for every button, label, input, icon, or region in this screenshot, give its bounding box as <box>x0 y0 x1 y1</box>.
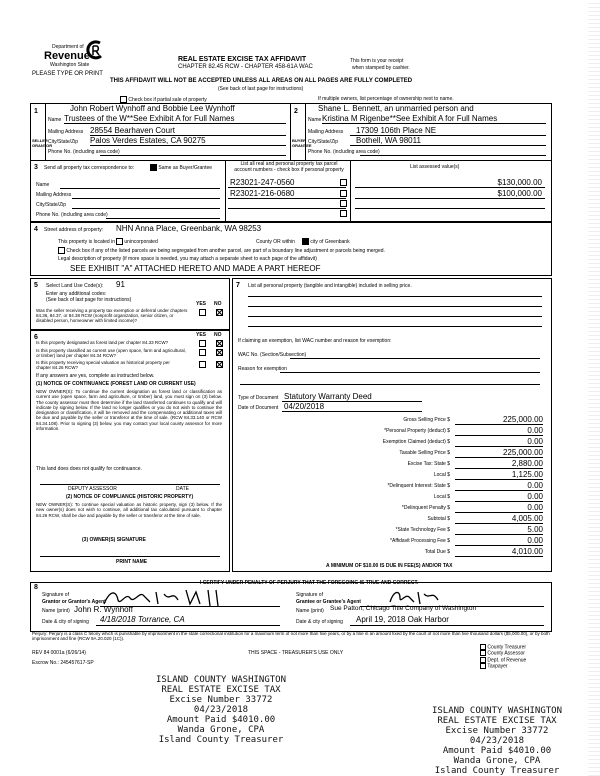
tax-row-label: Taxable Selling Price $ <box>399 450 450 456</box>
treasurer-checkbox-list: County Treasurer County Assessor Dept. of Revenue Taxpayer <box>480 644 526 669</box>
perjury-notice: Perjury: Perjury is a class C felony which is punishable by imprisonment in the state correctional institution for a maximum term of not more than five years, or by a fine in an amount fixed by the court of not more than five thousand dollars ($5,000.00), or by both imprisonment and fine (RCW 9A.20.020 (1C)). <box>32 631 550 642</box>
tax-row-value: 4,010.00 <box>511 547 543 556</box>
partial-sale-check[interactable]: Check box if partial sale of property <box>120 96 207 103</box>
warning-text: THIS AFFIDAVIT WILL NOT BE ACCEPTED UNLESS ALL AREAS ON ALL PAGES ARE FULLY COMPLETED <box>110 78 413 84</box>
grantor-printed-name: John R. Wynhoff <box>74 605 133 614</box>
tax-row-line <box>455 457 543 458</box>
multiple-owners-note: If multiple owners, list percentage of ownership next to name. <box>318 96 454 102</box>
tax-row-value: 2,880.00 <box>511 459 543 468</box>
tax-row-label: Subtotal $ <box>427 516 450 522</box>
tax-row-label: Gross Selling Price $ <box>403 417 450 423</box>
seller-phone-label: Phone No. (including area code) <box>48 149 120 155</box>
see-back-note: (See back of last page for instructions) <box>218 86 304 92</box>
notice-2-body: NEW OWNER(S): To continue special valuation as historic property, sign (3) below. If the new owner(s) does not wish to continue, all additional tax calculated pursuant to chapter 84.26 RCW, shall be due and payable by the seller or transferor at the time of sale. <box>36 502 222 518</box>
tax-row-value: 0.00 <box>527 437 543 446</box>
tax-row-value: 0.00 <box>527 536 543 545</box>
treasurer-stamp-2: ISLAND COUNTY WASHINGTON REAL ESTATE EXCISE TAX Excise Number 33772 04/23/2018 Amount Paid $4010.00 Wanda Grone, CPA Island County Treasurer <box>431 706 563 776</box>
buyer-side-label: BUYER GRANTEE <box>292 138 312 148</box>
tax-row-line <box>455 512 543 513</box>
tax-row-line <box>455 479 543 480</box>
tax-row-value: 4,005.00 <box>511 514 543 523</box>
parcel-number-1: R23021-247-0560 <box>230 178 295 187</box>
tax-row-line <box>455 545 543 546</box>
seller-name-line2: Trustees of the W**See Exhibit A for Full Names <box>64 114 235 123</box>
tax-row-value: 225,000.00 <box>502 415 543 424</box>
tax-row-label: *Affidavit Processing Fee $ <box>390 538 450 544</box>
tax-row-value: 0.00 <box>527 481 543 490</box>
tax-row-label: Local $ <box>433 494 450 500</box>
tax-row-label: *Personal Property (deduct) $ <box>384 428 450 434</box>
city-of-check[interactable]: city of Greenbank <box>302 238 350 245</box>
seller-mailing: 28554 Bearhaven Court <box>90 126 175 135</box>
tax-row-label: Total Due $ <box>424 549 450 555</box>
treasurer-stamp-1: ISLAND COUNTY WASHINGTON REAL ESTATE EXCISE TAX Excise Number 33772 04/23/2018 Amount Paid $4010.00 Wanda Grone, CPA Island County Treasurer <box>155 675 287 745</box>
dor-logo-icon <box>86 40 104 60</box>
parcel-1-personal-check[interactable] <box>340 179 347 186</box>
tax-row-line <box>455 446 543 447</box>
seller-city: Palos Verdes Estates, CA 90275 <box>90 136 206 145</box>
tax-row-label: *Delinquent Interest: State $ <box>387 483 450 489</box>
parcel-number-2: R23021-216-0680 <box>230 189 295 198</box>
tax-row-label: *Delinquent Penalty $ <box>401 505 450 511</box>
buyer-phone-label: Phone No. (including area code) <box>308 149 380 155</box>
segregated-check[interactable]: Check box if any of the listed parcels are being segregated from another parcel, are part of a boundary line adjustment or parcels being merged. <box>58 247 385 254</box>
tax-row-line <box>455 534 543 535</box>
document-type: Statutory Warranty Deed <box>284 392 372 401</box>
tax-row-value: 0.00 <box>527 426 543 435</box>
tax-row-label: Excise Tax: State $ <box>407 461 450 467</box>
assessed-header: List assessed value(s) <box>410 164 460 170</box>
same-as-buyer-check[interactable]: Same as Buyer/Grantee <box>150 164 212 171</box>
land-use-code: 91 <box>116 280 125 289</box>
property-address: NHN Anna Place, Greenbank, WA 98253 <box>116 224 262 233</box>
buyer-mailing: 17309 106th Place NE <box>356 126 437 135</box>
tax-row-value: 225,000.00 <box>502 448 543 457</box>
tax-row-line <box>455 424 543 425</box>
tax-row-value: 1,125.00 <box>511 470 543 479</box>
tax-row-line <box>455 523 543 524</box>
certify-statement: I CERTIFY UNDER PENALTY OF PERJURY THAT THE FOREGOING IS TRUE AND CORRECT. <box>200 580 419 586</box>
parcel-2-personal-check[interactable] <box>340 190 347 197</box>
escrow-number: Escrow No.: 245457617-SP <box>32 660 94 666</box>
seller-side-label: SELLER GRANTOR <box>32 138 53 148</box>
parcel-value-2: $100,000.00 <box>497 189 542 198</box>
receipt-note-1: This form is your receipt <box>350 58 404 64</box>
qualify-line: This land does does not qualify for continuance. <box>36 466 142 472</box>
tax-row-line <box>455 556 543 557</box>
tax-row-line <box>455 490 543 491</box>
tax-row-label: Exemption Claimed (deduct) $ <box>382 439 450 445</box>
tax-row-line <box>455 468 543 469</box>
tax-row-value: 0.00 <box>527 492 543 501</box>
legal-description-label: Legal description of property (if more space is needed, you may attach a separate sheet to each page of the affidavit) <box>58 256 317 262</box>
buyer-city: Bothell, WA 98011 <box>356 136 421 145</box>
tax-row-label: Local $ <box>433 472 450 478</box>
legal-description: SEE EXHIBIT "A" ATTACHED HERETO AND MADE A PART HEREOF <box>70 264 321 273</box>
seller-name-line1: John Robert Wynhoff and Bobbie Lee Wynhoff <box>70 104 235 113</box>
document-date: 04/20/2018 <box>284 402 325 411</box>
receipt-note-2: when stamped by cashier. <box>352 65 410 71</box>
buyer-name-line2: Kristina M Rigenbe**See Exhibit A for Full Names <box>322 114 498 123</box>
tax-row-label: *State Technology Fee $ <box>395 527 450 533</box>
notice-1-body: NEW OWNER(S): To continue the current designation as forest land or classification as current use (open space, farm and agriculture, or timber) land, you must sign on (3) below. The county assessor must then determine if the land transferred continues to qualify and will indicate by signing below. If the land no longer qualifies or you do not wish to continue the designation or classification, it will be removed and the compensating or additional taxes will be due and payable by the seller or transferor at the time of sale. (RCW 84.33.140 or RCW 84.34.108). Prior to signing (3) below, you may contact your local county assessor for more information. <box>36 389 222 432</box>
scan-edge-noise <box>588 0 600 776</box>
tax-row-line <box>455 501 543 502</box>
grantor-date-city: 4/18/2018 Torrance, CA <box>100 615 185 624</box>
grantee-printed-name: Sue Patton, Chicago Title Company of Washington <box>330 605 477 612</box>
exemption-question: Was the seller receiving a property tax exemption or deferral under chapters 84.36, 84.37, or 84.38 RCW (nonprofit organization, senior citizen, or disabled person, homeowner with limited income)? <box>36 308 188 323</box>
form-title: REAL ESTATE EXCISE TAX AFFIDAVIT <box>178 56 307 63</box>
tax-row-line <box>455 435 543 436</box>
unincorporated-check[interactable]: unincorporated <box>116 238 158 245</box>
parcel-list-header-2: account numbers - check box if personal property <box>234 167 344 173</box>
agency-top: Department of <box>52 44 84 50</box>
grantee-signature-icon <box>386 588 446 606</box>
parcel-list-header-1: List all real and personal property tax parcel <box>240 161 338 167</box>
tax-row-value: 5.00 <box>527 525 543 534</box>
tax-row-value: 0.00 <box>527 503 543 512</box>
tax-correspondence-label: Send all property tax correspondence to: <box>44 165 135 171</box>
form-chapter: CHAPTER 82.45 RCW - CHAPTER 458-61A WAC <box>178 64 313 70</box>
buyer-name-line1: Shane L. Bennett, an unmarried person and <box>318 104 474 113</box>
parcel-value-1: $130,000.00 <box>497 178 542 187</box>
agency-name: Revenue <box>44 50 90 62</box>
print-note: PLEASE TYPE OR PRINT <box>32 71 103 77</box>
agency-sub: Washington State <box>50 62 90 68</box>
grantee-date-city: April 19, 2018 Oak Harbor <box>356 615 449 624</box>
